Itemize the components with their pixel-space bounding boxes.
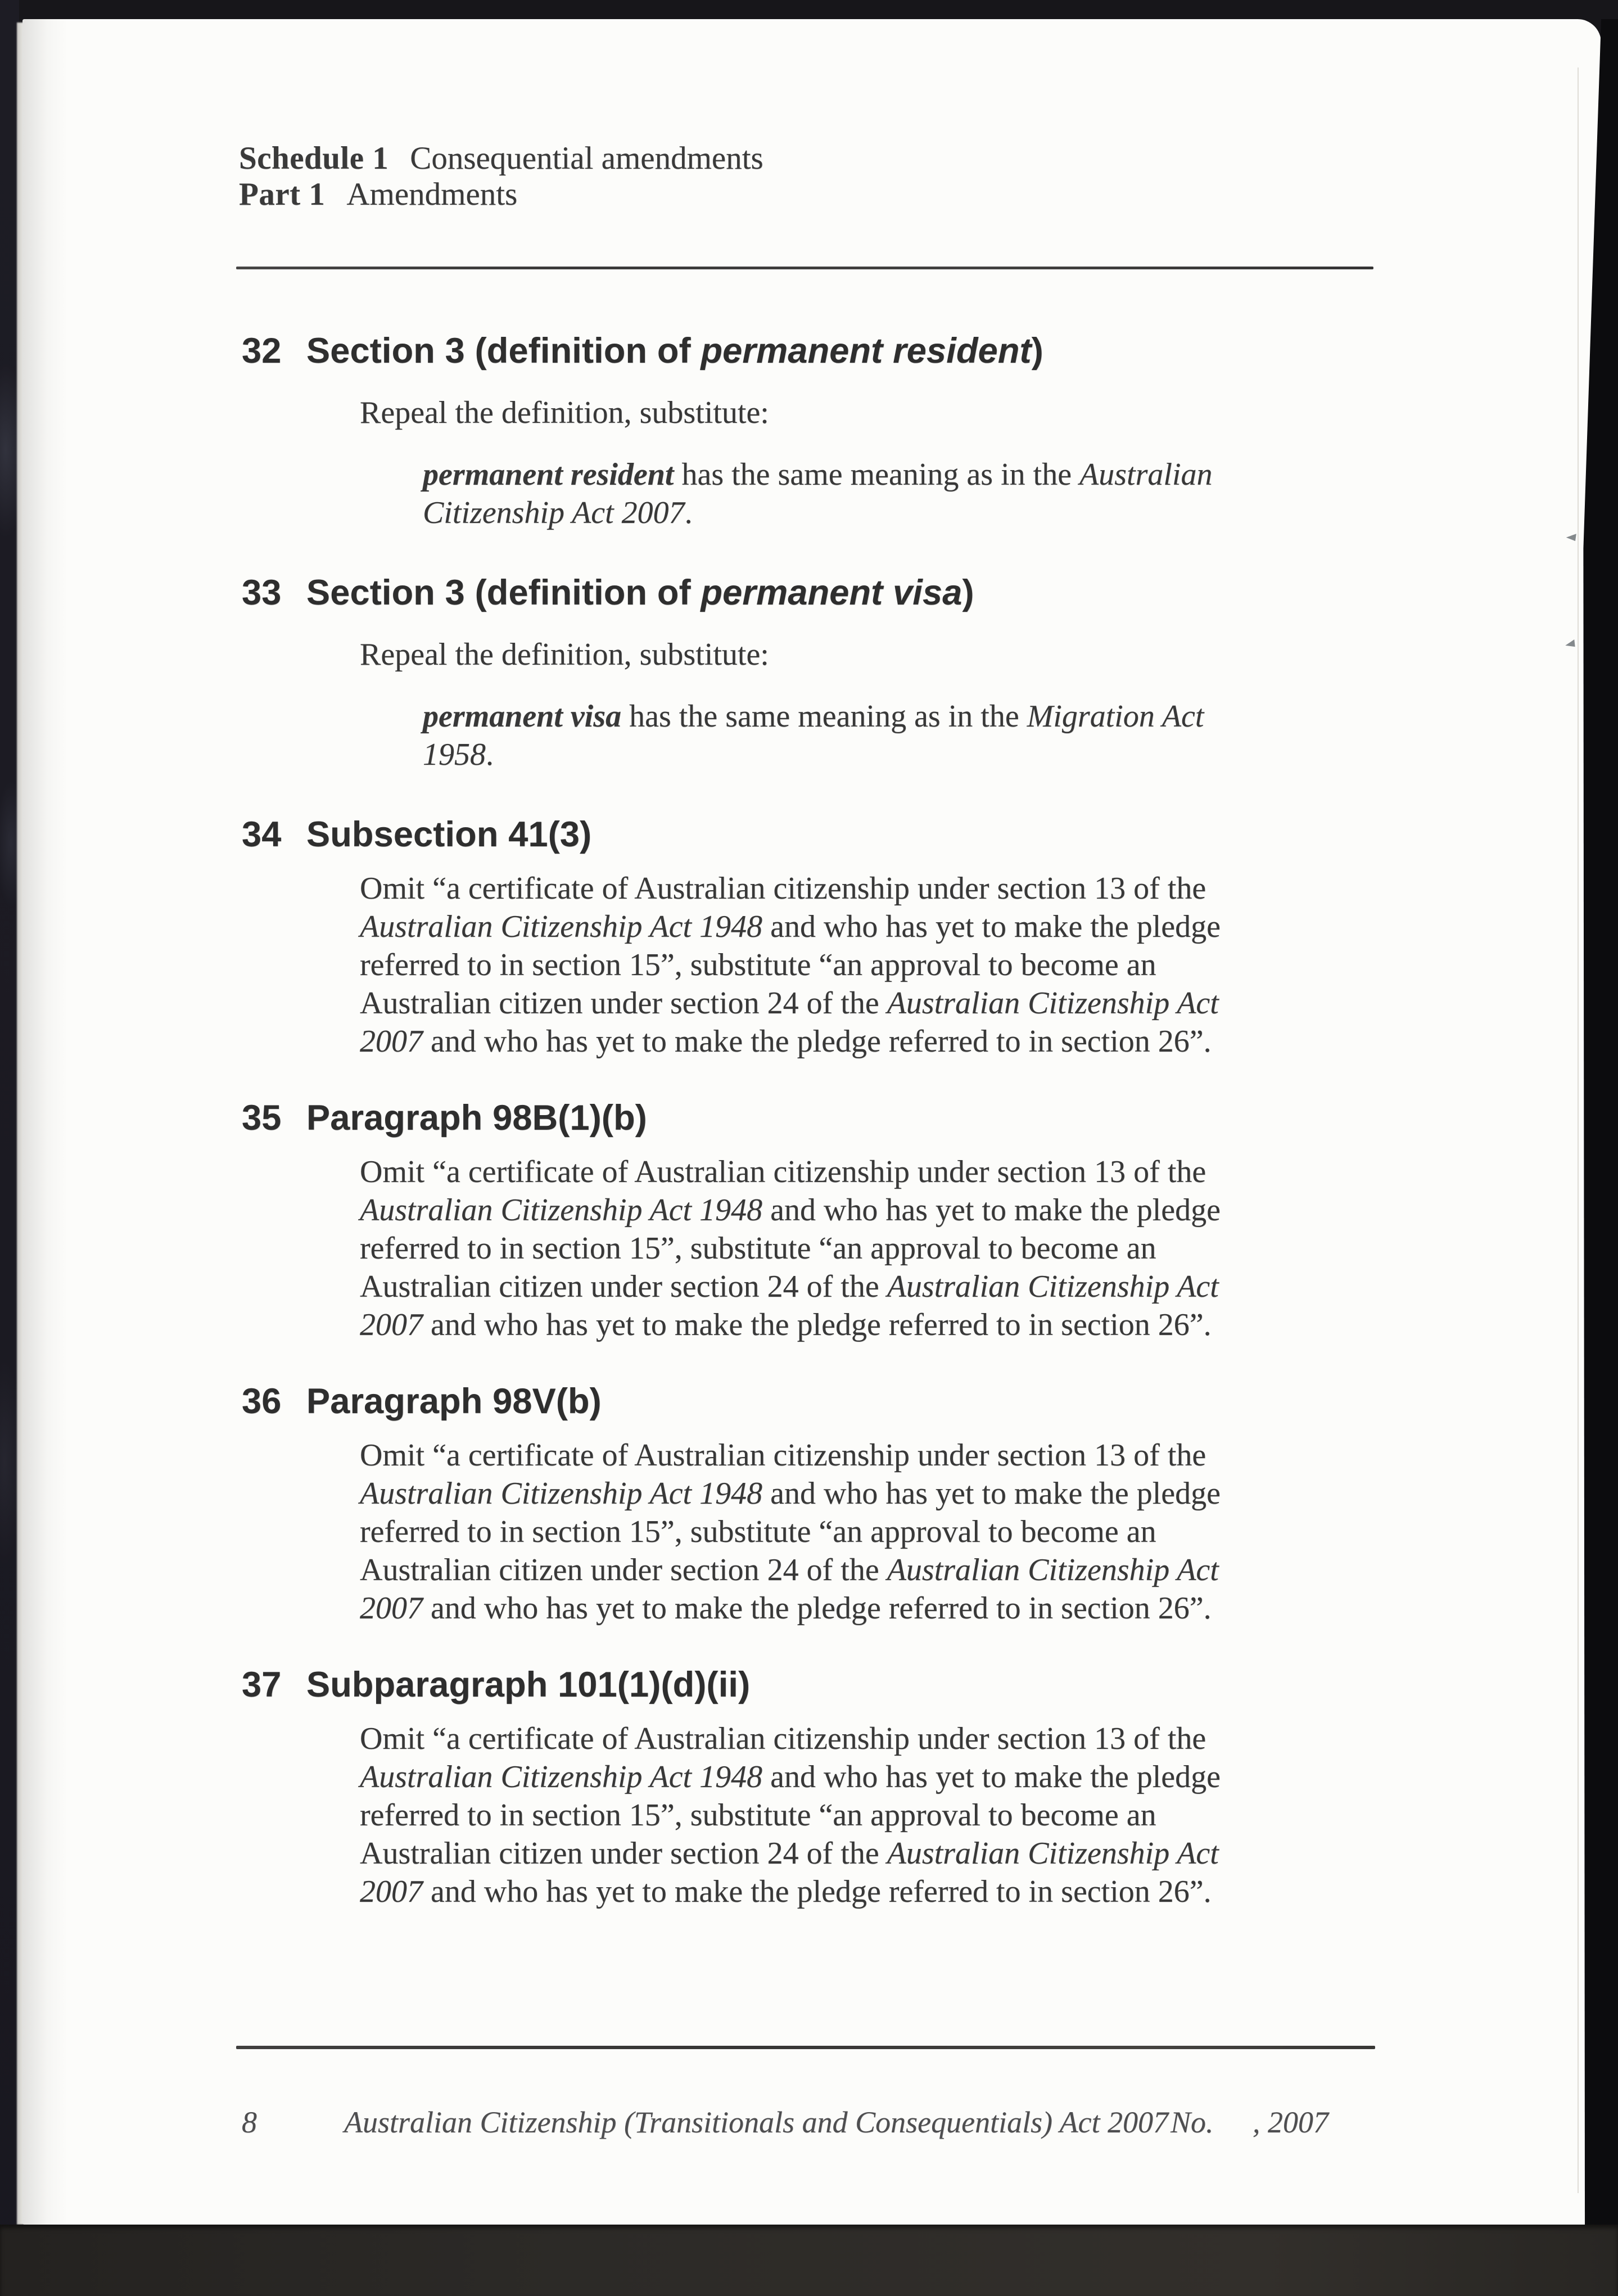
text-line [360,1022,1221,1061]
text-segment: and who has yet to make the pledge referred to in section 26”. [423,1024,1212,1059]
section-number: 35 [242,1098,282,1138]
text-segment: Australian Citizenship Act 1948 [360,1193,763,1228]
text-line [423,494,1213,532]
text-segment: Australian citizen under section 24 of the [360,986,887,1021]
text-segment: Omit “a certificate of Australian citizenship under section 13 of the [360,871,1206,906]
text-segment: permanent visa [700,573,962,612]
section-heading [242,1665,750,1705]
text-line [423,736,1204,774]
text-segment: Australian citizen under section 24 of the [360,1269,887,1304]
section-heading [242,1098,647,1138]
text-segment: Migration Act [1027,699,1204,734]
text-segment: Section 3 (definition of [306,331,701,371]
amendment-text [360,1153,1221,1344]
text-segment: referred to in section 15”, substitute “an approval to become an [360,1231,1156,1266]
text-segment: Subsection 41(3) [306,815,592,854]
text-line [360,1436,1221,1474]
text-line [360,635,769,674]
text-segment: Australian Citizenship Act [887,986,1219,1021]
text-segment: and who has yet to make the pledge referred to in section 26”. [423,1874,1212,1909]
footer-number-label: No. [1170,2105,1214,2139]
text-line [360,1306,1221,1344]
text-segment: and who has yet to make the pledge [762,1476,1221,1511]
text-segment: referred to in section 15”, substitute “an approval to become an [360,948,1156,982]
text-segment: Repeal the definition, substitute: [360,395,769,430]
text-segment: has the same meaning as in the [621,699,1027,734]
text-line [360,1474,1221,1513]
footer-rule [236,2046,1375,2049]
text-segment: Paragraph 98B(1)(b) [306,1098,647,1138]
text-line [360,908,1221,946]
header-rule [236,267,1373,269]
amendment-text [423,455,1213,532]
text-line [360,1758,1221,1796]
text-segment: Australian Citizenship Act 1948 [360,909,763,944]
amendment-text [423,697,1204,774]
scan-speck [1566,533,1576,541]
text-segment: Section 3 (definition of [306,573,701,612]
text-segment: . [486,737,494,772]
text-segment: Citizenship Act 2007 [423,495,685,530]
text-line [360,1513,1221,1551]
part-title: Amendments [346,177,518,212]
text-segment: . [684,495,693,530]
text-segment: 2007 [360,1591,423,1626]
text-segment: permanent resident [423,457,674,492]
section-heading [242,814,591,855]
text-segment: Australian Citizenship Act [887,1269,1219,1304]
text-line [360,946,1221,984]
scan-speck [1565,639,1575,648]
text-line [423,697,1204,736]
section-heading [242,572,974,613]
text-segment: referred to in section 15”, substitute “an approval to become an [360,1798,1156,1833]
text-line [360,1229,1221,1267]
section-heading [242,1381,602,1422]
text-segment: 2007 [360,1874,423,1909]
text-line [423,455,1213,494]
scan-page-crease [1578,67,1579,2193]
section-number: 36 [242,1382,282,1421]
text-segment: and who has yet to make the pledge referred to in section 26”. [423,1591,1212,1626]
text-line [360,1720,1221,1758]
section-number: 34 [242,815,282,854]
footer-year: , 2007 [1253,2105,1328,2139]
text-segment: Australian [1079,457,1213,492]
text-segment: permanent visa [423,699,622,734]
text-segment: Paragraph 98V(b) [306,1382,602,1421]
text-segment: and who has yet to make the pledge [762,1760,1221,1794]
text-line [360,1834,1221,1873]
text-line [360,869,1221,908]
text-segment: has the same meaning as in the [674,457,1080,492]
instruction-text [360,394,769,432]
text-segment: referred to in section 15”, substitute “an approval to become an [360,1514,1156,1549]
text-segment: ) [1031,331,1043,371]
text-segment: and who has yet to make the pledge referred to in section 26”. [423,1307,1212,1342]
text-line [360,984,1221,1022]
amendment-text [360,1720,1221,1911]
text-line [360,1153,1221,1191]
text-line [360,1267,1221,1306]
section-number: 32 [242,331,282,371]
schedule-label: Schedule 1 [239,141,389,176]
text-segment: Repeal the definition, substitute: [360,637,769,672]
text-segment: permanent resident [700,331,1032,371]
scan-bottom-edge [0,2225,1618,2296]
amendment-text [360,869,1221,1061]
text-segment: and who has yet to make the pledge [762,1193,1221,1228]
text-segment: Omit “a certificate of Australian citizenship under section 13 of the [360,1721,1206,1756]
text-segment: Omit “a certificate of Australian citizenship under section 13 of the [360,1154,1206,1189]
text-segment: 2007 [360,1307,423,1342]
text-line [360,1191,1221,1229]
text-segment: Subparagraph 101(1)(d)(ii) [306,1665,751,1704]
text-segment: Australian citizen under section 24 of the [360,1553,887,1587]
page-footer [0,2104,1618,2144]
text-line [360,1873,1221,1911]
text-segment: Australian Citizenship Act [887,1836,1219,1871]
text-segment: ) [962,573,974,612]
text-line [360,1551,1221,1589]
instruction-text [360,635,769,674]
schedule-title: Consequential amendments [410,141,763,176]
text-segment: Australian Citizenship Act 1948 [360,1476,763,1511]
running-header-schedule [239,141,1420,177]
text-segment: Australian Citizenship Act 1948 [360,1760,763,1794]
running-header-part [239,177,1420,213]
text-segment: Australian citizen under section 24 of the [360,1836,887,1871]
amendment-text [360,1436,1221,1627]
text-line [360,1589,1221,1627]
page-number: 8 [242,2105,257,2139]
text-segment: and who has yet to make the pledge [762,909,1221,944]
text-segment: Omit “a certificate of Australian citizenship under section 13 of the [360,1438,1206,1473]
footer-act-title: Australian Citizenship (Transitionals and Consequentials) Act 2007 [344,2105,1169,2139]
section-heading [242,331,1043,371]
text-line [360,394,769,432]
text-line [360,1796,1221,1834]
section-number: 33 [242,573,282,612]
text-segment: 2007 [360,1024,423,1059]
section-number: 37 [242,1665,282,1704]
text-segment: 1958 [423,737,486,772]
text-segment: Australian Citizenship Act [887,1553,1219,1587]
part-label: Part 1 [239,177,326,212]
